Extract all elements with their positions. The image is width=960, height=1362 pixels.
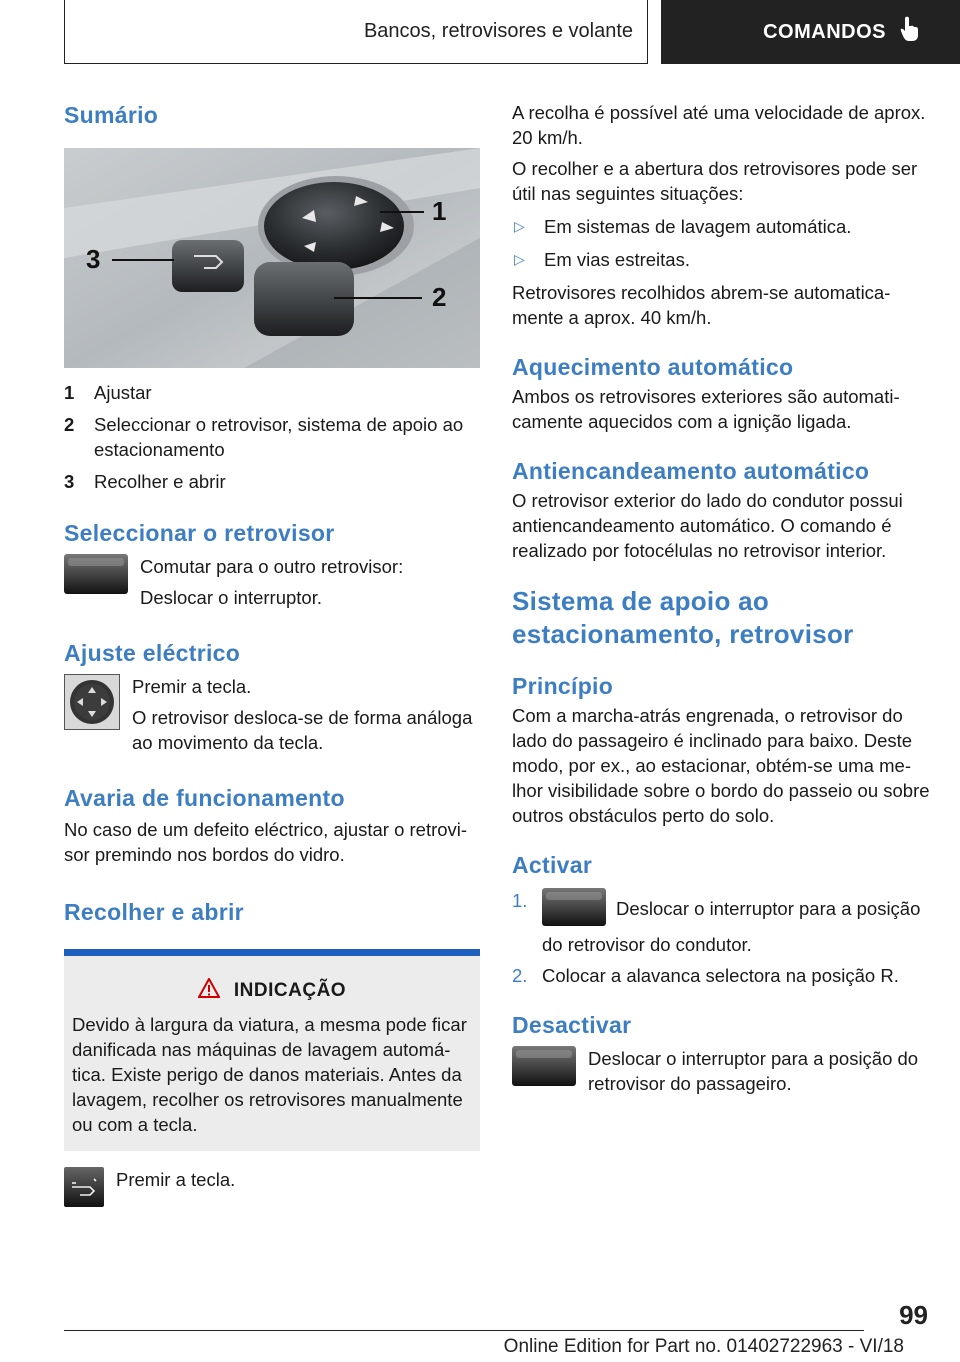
malfunction-heading: Avaria de funcionamento <box>64 785 345 811</box>
legend-number: 2 <box>64 414 75 435</box>
auto-unfold-text: Retrovisores recolhidos abrem-se automaticamente a aprox. 40 km/h. <box>512 282 891 328</box>
mirror-switch-icon <box>64 554 128 606</box>
parking-aid-heading: Sistema de apoio ao estacionamento, retrovisor <box>512 586 854 649</box>
step-text: Colocar a alavanca selectora na posição R. <box>542 965 899 986</box>
fold-speed-text: A recolha é possível até uma velocidade de aprox. 20 km/h. <box>512 102 926 148</box>
legend-item <box>64 469 480 494</box>
sumario-heading: Sumário <box>64 102 159 128</box>
fold-situations-text: O recolher e a abertura dos retrovisores pode ser útil nas seguintes situações: <box>512 158 918 204</box>
select-mirror-text-2: Deslocar o interruptor. <box>140 587 323 608</box>
warning-triangle-icon <box>198 978 220 1004</box>
pointing-hand-icon <box>900 16 920 48</box>
photo-label-1: 1 <box>432 196 447 226</box>
fold-button-block <box>64 1167 480 1207</box>
legend-text: Recolher e abrir <box>94 471 226 492</box>
electric-adjust-text-2: O retrovisor desloca-se de forma análoga ao movimento da tecla. <box>132 707 473 753</box>
electric-adjust-text-1: Premir a tecla. <box>132 676 252 697</box>
select-mirror-block <box>64 554 480 616</box>
photo-label-2: 2 <box>432 282 447 312</box>
footer-divider <box>64 1330 864 1331</box>
legend-number: 3 <box>64 471 75 492</box>
auto-heating-text: Ambos os retrovisores exteriores são automaticamente aquecidos com a ignição ligada. <box>512 386 900 432</box>
step-number: 2. <box>512 965 528 986</box>
header-section-label: Bancos, retrovisores e volante <box>363 20 633 42</box>
select-mirror-heading: Seleccionar o retrovisor <box>64 520 335 546</box>
legend-item <box>64 412 480 462</box>
electric-adjust-heading: Ajuste eléctrico <box>64 640 241 666</box>
step-number: 1. <box>512 890 528 911</box>
footer-edition: Online Edition for Part no. 01402722963 - VI/18 <box>503 1336 904 1357</box>
header-chapter-tab <box>661 0 960 64</box>
auto-dimming-text: O retrovisor exterior do lado do condutor possui antiencandeamento automático. O comando é realizado por fotocélulas no retrovisor interior. <box>512 490 903 561</box>
legend-text: Ajustar <box>94 382 152 403</box>
bullet-item <box>512 214 932 239</box>
auto-heating-heading: Aquecimento automático <box>512 354 794 380</box>
legend-list <box>64 380 480 494</box>
joystick-button-icon <box>64 674 120 730</box>
header-section-title <box>64 0 648 64</box>
bullet-text: Em sistemas de lavagem automática. <box>544 216 852 237</box>
legend-item <box>64 380 480 405</box>
malfunction-text: No caso de um defeito eléctrico, ajustar o retrovisor premindo nos bordos do vidro. <box>64 819 468 865</box>
warning-box <box>64 956 480 1151</box>
photo-label-3: 3 <box>86 244 101 274</box>
legend-text: Seleccionar o retrovisor, sistema de apoio ao estacionamento <box>94 414 464 460</box>
principle-heading: Princípio <box>512 673 614 699</box>
fold-heading: Recolher e abrir <box>64 899 244 925</box>
warning-title: INDICAÇÃO <box>233 980 347 1001</box>
mirror-switch-icon <box>512 1046 576 1098</box>
bullet-text: Em vias estreitas. <box>544 249 690 270</box>
fold-button-text: Premir a tecla. <box>116 1169 236 1190</box>
legend-number: 1 <box>64 382 75 403</box>
triangle-bullet-icon: ▷ <box>514 218 525 234</box>
activate-heading: Activar <box>512 852 593 878</box>
deactivate-text: Deslocar o interruptor para a posição do retrovisor do passageiro. <box>588 1048 919 1094</box>
warning-text: Devido à largura da viatura, a mesma pode ficar danificada nas máquinas de lavagem automática. Existe perigo de danos materiais. Antes da lavagem, recolher os retrovisores manualmente ou com a tecla. <box>72 1014 467 1135</box>
step-item <box>512 963 932 988</box>
fold-mirror-button-icon <box>64 1167 104 1207</box>
warning-bar <box>64 949 480 956</box>
principle-text: Com a marcha-atrás engrenada, o retrovisor do lado do passageiro é inclinado para baixo. Deste modo, por ex., ao estacionar, obtém-se uma melhor visibilidade sobre o bordo do passeio ou sobre outros obstáculos perto do solo. <box>512 705 930 826</box>
step-item <box>512 888 932 957</box>
deactivate-heading: Desactivar <box>512 1012 632 1038</box>
electric-adjust-block <box>64 674 480 761</box>
auto-dimming-heading: Antiencandeamento automático <box>512 458 870 484</box>
mirror-control-photo <box>64 148 480 368</box>
triangle-bullet-icon: ▷ <box>514 251 525 267</box>
deactivate-block <box>512 1046 932 1098</box>
page-number: 99 <box>899 1300 928 1330</box>
mirror-switch-icon <box>542 888 606 932</box>
select-mirror-text-1: Comutar para o outro retrovisor: <box>140 556 404 577</box>
header-chapter-label: COMANDOS <box>763 20 886 43</box>
bullet-item <box>512 247 932 272</box>
step-text: Deslocar o interruptor para a posição do retrovisor do condutor. <box>542 897 921 955</box>
